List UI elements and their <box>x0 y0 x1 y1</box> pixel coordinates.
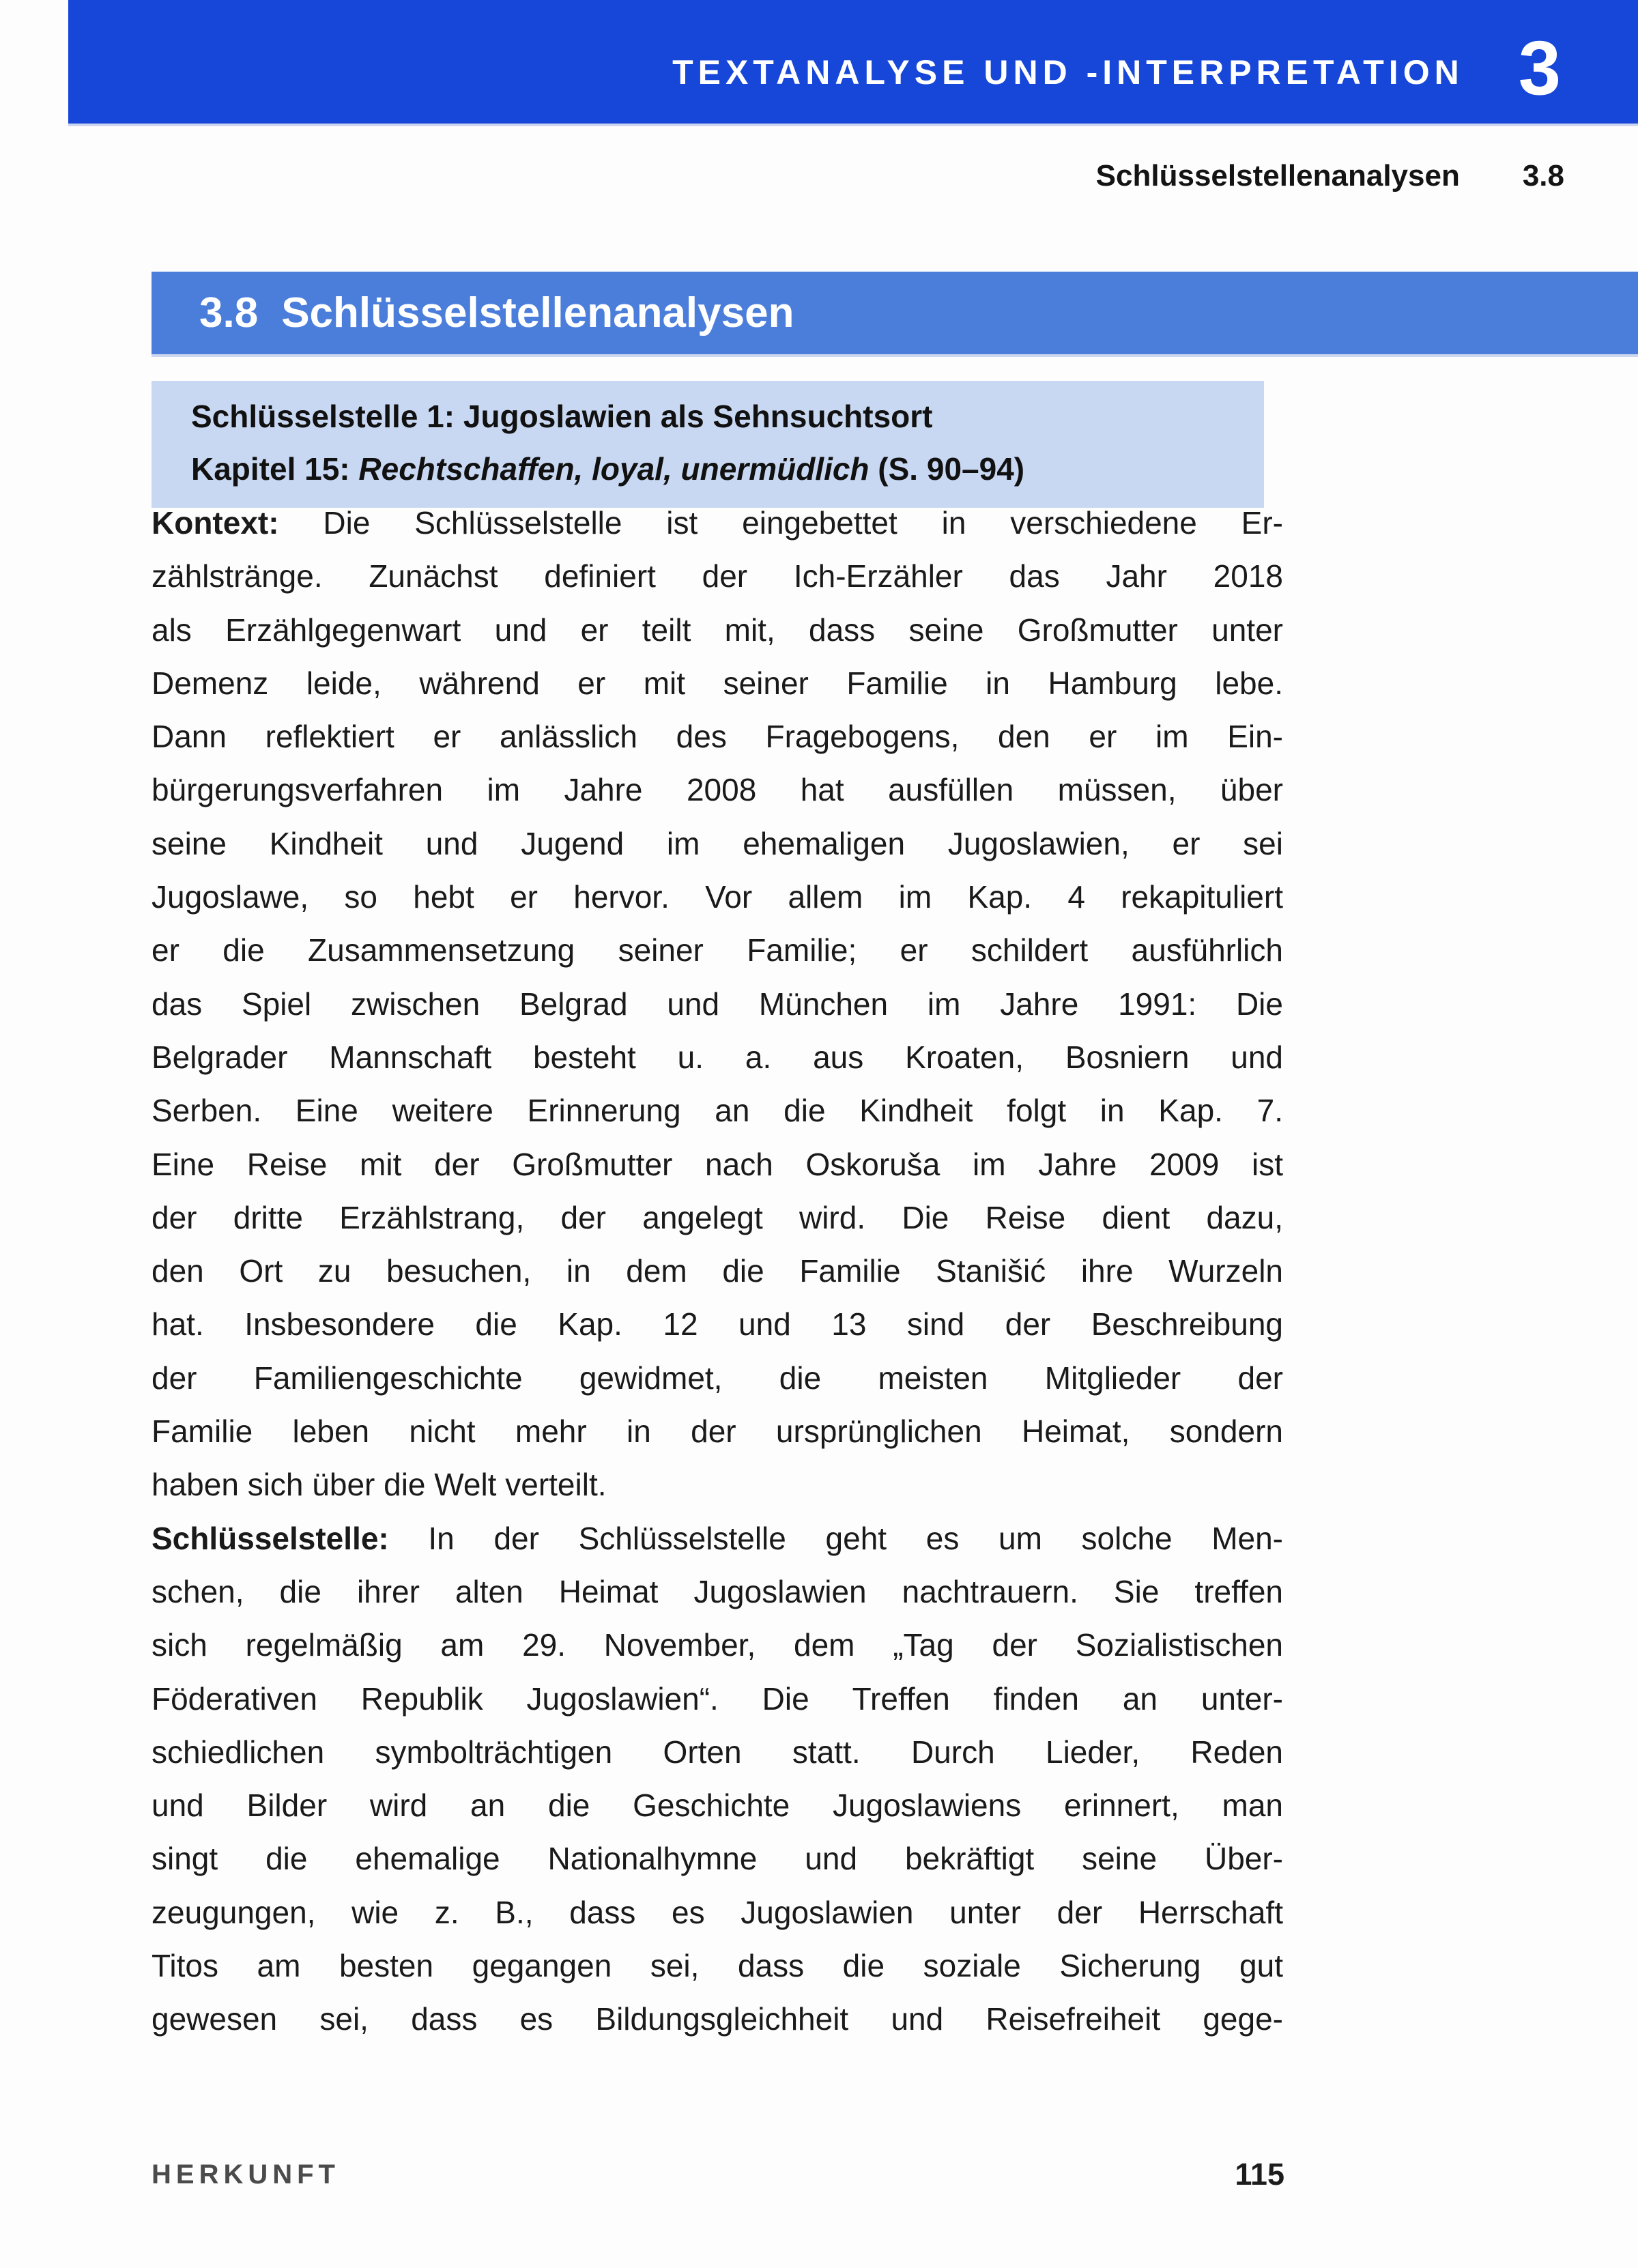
body-line: Eine Reise mit der Großmutter nach Oskoruša im Jahre 2009 ist <box>152 1146 1283 1182</box>
body-line: sich regelmäßig am 29. November, dem „Tag der Sozialistischen <box>152 1627 1283 1663</box>
body-line: haben sich über die Welt verteilt. <box>152 1467 607 1503</box>
body-line: Titos am besten gegangen sei, dass die soziale Sicherung gut <box>152 1948 1283 1984</box>
body-line: den Ort zu besuchen, in dem die Familie Stanišić ihre Wurzeln <box>152 1253 1283 1289</box>
body-line: das Spiel zwischen Belgrad und München im Jahre 1991: Die <box>152 986 1283 1022</box>
key-passage-segment: Kapitel 15: <box>191 451 359 487</box>
page-number: 115 <box>1235 2157 1284 2192</box>
section-heading-title: Schlüsselstellenanalysen <box>281 289 794 336</box>
chapter-number: 3 <box>1518 25 1561 111</box>
body-line: und Bilder wird an die Geschichte Jugoslawiens erinnert, man <box>152 1788 1283 1824</box>
body-line: Föderativen Republik Jugoslawien“. Die Treffen finden an unter- <box>152 1680 1283 1717</box>
body-line: der dritte Erzählstrang, der angelegt wird. Die Reise dient dazu, <box>152 1199 1283 1235</box>
body-line: Demenz leide, während er mit seiner Familie in Hamburg lebe. <box>152 665 1283 701</box>
key-passage-box <box>152 381 1264 508</box>
key-passage-segment: Rechtschaffen, loyal, unermüdlich <box>358 451 870 487</box>
body-line: Belgrader Mannschaft besteht u. a. aus Kroaten, Bosniern und <box>152 1039 1283 1075</box>
paragraph-lead: Kontext: <box>152 505 279 541</box>
chapter-header-title: TEXTANALYSE UND -INTERPRETATION <box>672 53 1464 91</box>
book-title-footer: HERKUNFT <box>152 2159 340 2190</box>
key-passage-title: Schlüsselstelle 1: Jugoslawien als Sehnsuchtsort <box>191 399 933 434</box>
body-line: singt die ehemalige Nationalhymne und bekräftigt seine Über- <box>152 1841 1283 1877</box>
body-line: Schlüsselstelle: In der Schlüsselstelle geht es um solche Men- <box>152 1520 1284 1556</box>
page-footer <box>152 2154 1284 2195</box>
key-passage-chapter-line <box>191 443 1237 496</box>
body-line: Familie leben nicht mehr in der ursprünglichen Heimat, sondern <box>152 1413 1283 1450</box>
running-head-title: Schlüsselstellenanalysen <box>1095 159 1460 192</box>
body-line: hat. Insbesondere die Kap. 12 und 13 sind der Beschreibung <box>152 1306 1283 1343</box>
body-line: schen, die ihrer alten Heimat Jugoslawien nachtrauern. Sie treffen <box>152 1573 1283 1609</box>
body-line: bürgerungsverfahren im Jahre 2008 hat ausfüllen müssen, über <box>152 772 1283 808</box>
body-line: schiedlichen symbolträchtigen Orten statt. Durch Lieder, Reden <box>152 1734 1283 1770</box>
body-line: zählstränge. Zunächst definiert der Ich-Erzähler das Jahr 2018 <box>152 558 1283 594</box>
chapter-header-bar <box>68 0 1638 126</box>
body-line: Dann reflektiert er anlässlich des Fragebogens, den er im Ein- <box>152 719 1283 755</box>
body-line: Jugoslawe, so hebt er hervor. Vor allem im Kap. 4 rekapituliert <box>152 879 1283 915</box>
paragraph-lead: Schlüsselstelle: <box>152 1520 389 1556</box>
body-line: seine Kindheit und Jugend im ehemaligen Jugoslawien, er sei <box>152 825 1283 861</box>
section-heading-bar <box>152 272 1638 357</box>
body-line: Kontext: Die Schlüsselstelle ist eingebettet in verschiedene Er- <box>152 505 1283 541</box>
body-line: er die Zusammensetzung seiner Familie; er schildert ausführlich <box>152 932 1283 968</box>
running-head-section-number: 3.8 <box>1522 159 1564 192</box>
section-heading-number: 3.8 <box>199 289 259 336</box>
body-line: gewesen sei, dass es Bildungsgleichheit und Reisefreiheit gege- <box>152 2001 1283 2037</box>
body-line: als Erzählgegenwart und er teilt mit, dass seine Großmutter unter <box>152 612 1283 648</box>
body-line: Serben. Eine weitere Erinnerung an die Kindheit folgt in Kap. 7. <box>152 1093 1283 1129</box>
body-text <box>152 496 1283 2046</box>
key-passage-segment: (S. 90–94) <box>869 451 1025 487</box>
body-line: der Familiengeschichte gewidmet, die meisten Mitglieder der <box>152 1360 1283 1396</box>
body-line: zeugungen, wie z. B., dass es Jugoslawien unter der Herrschaft <box>152 1894 1283 1930</box>
running-head <box>152 157 1564 195</box>
